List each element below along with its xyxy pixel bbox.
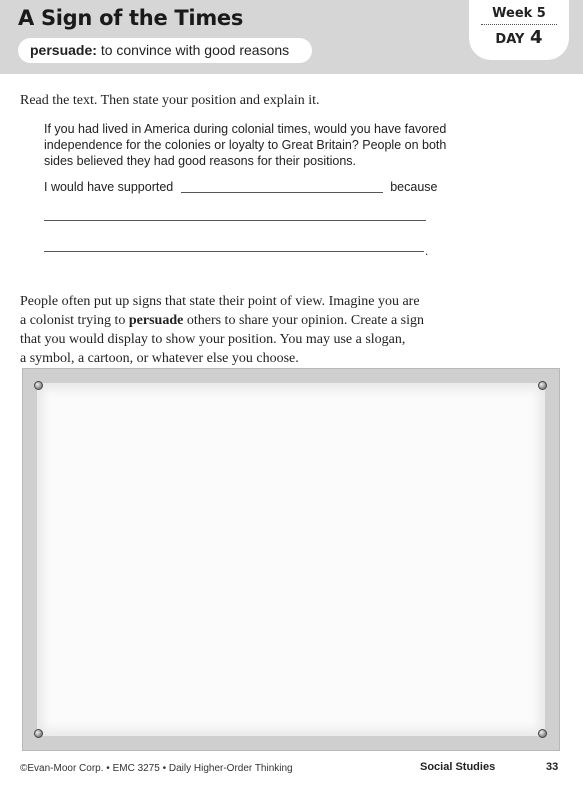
- instruction-line: that you would display to show your position. You may use a slogan,: [20, 332, 406, 347]
- vocabulary-definition: [18, 38, 312, 63]
- position-answer-line[interactable]: [181, 192, 383, 193]
- instruction-line: People often put up signs that state their point of view. Imagine you are: [20, 294, 420, 309]
- reading-passage: [44, 121, 454, 169]
- nail-icon: [34, 729, 43, 738]
- supported-prefix: I would have supported: [44, 180, 174, 194]
- passage-line: independence for the colonies or loyalty to Great Britain? People on both: [44, 138, 447, 152]
- day-badge: [469, 0, 569, 60]
- nail-icon: [538, 381, 547, 390]
- passage-line: If you had lived in America during colonial times, would you have favored: [44, 122, 447, 136]
- week-label: Week 5: [492, 6, 546, 21]
- day-number: 4: [530, 27, 543, 48]
- vocab-highlight: persuade: [128, 313, 184, 328]
- passage-line: sides believed they had good reasons for their positions.: [44, 154, 356, 168]
- reading-instruction: Read the text. Then state your position and explain it.: [20, 93, 320, 108]
- position-sentence: [44, 180, 438, 194]
- footer-credit: ©Evan-Moor Corp. • EMC 3275 • Daily Higher-Order Thinking: [20, 763, 293, 774]
- day-word: DAY: [495, 32, 525, 47]
- vocab-definition: to convince with good reasons: [100, 42, 290, 58]
- instruction-line: a symbol, a cartoon, or whatever else you choose.: [20, 351, 299, 366]
- sign-surface[interactable]: [37, 383, 545, 736]
- answer-line[interactable]: [44, 251, 424, 252]
- answer-line[interactable]: [44, 220, 426, 221]
- supported-suffix: because: [390, 180, 438, 194]
- vocab-term: persuade:: [30, 42, 97, 58]
- day-label: [469, 27, 569, 48]
- sign-instruction: [20, 292, 440, 368]
- instruction-line: a colonist trying to persuade others to share your opinion. Create a sign: [20, 313, 425, 328]
- dotted-divider: [481, 24, 557, 25]
- page-title: A Sign of the Times: [18, 6, 244, 30]
- page-number: 33: [546, 761, 559, 773]
- end-period: .: [425, 244, 429, 258]
- nail-icon: [34, 381, 43, 390]
- nail-icon: [538, 729, 547, 738]
- footer-subject: Social Studies: [420, 761, 496, 773]
- sign-drawing-area[interactable]: [22, 368, 560, 751]
